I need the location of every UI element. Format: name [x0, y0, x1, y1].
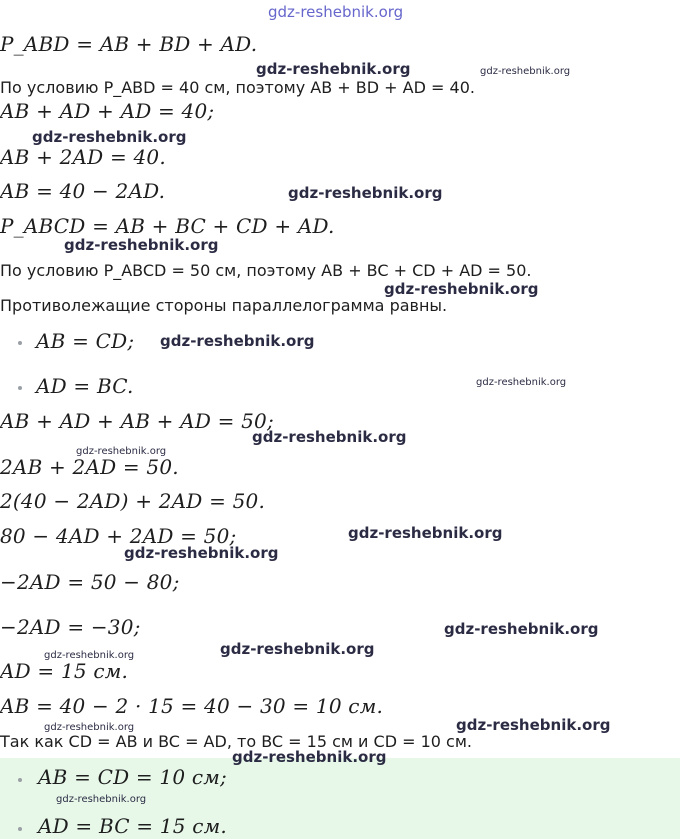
eq-step-9: −2AD = −30; [0, 615, 141, 639]
eq-step-1: AB + AD + AD = 40; [0, 99, 215, 123]
watermark: gdz-reshebnik.org [44, 722, 135, 733]
watermark: gdz-reshebnik.org [348, 524, 503, 542]
watermark: gdz-reshebnik.org [476, 377, 567, 388]
answer-bullet [18, 778, 22, 782]
watermark: gdz-reshebnik.org [76, 446, 167, 457]
eq-perimeter-abcd: P_ABCD = AB + BC + CD + AD. [0, 214, 335, 238]
watermark: gdz-reshebnik.org [56, 794, 147, 805]
eq-step-3: AB = 40 − 2AD. [0, 179, 166, 203]
watermark: gdz-reshebnik.org [220, 640, 375, 658]
list-item-ab-cd: AB = CD; [36, 329, 135, 353]
watermark: gdz-reshebnik.org [480, 66, 571, 77]
eq-perimeter-abd: P_ABD = AB + BD + AD. [0, 32, 258, 56]
eq-result-ad: AD = 15 см. [0, 659, 129, 683]
eq-step-8: −2AD = 50 − 80; [0, 570, 180, 594]
eq-step-7: 80 − 4AD + 2AD = 50; [0, 524, 237, 548]
watermark: gdz-reshebnik.org [256, 60, 411, 78]
eq-step-5: 2AB + 2AD = 50. [0, 455, 179, 479]
eq-result-ab: AB = 40 − 2 · 15 = 40 − 30 = 10 см. [0, 694, 384, 718]
parallelogram-property: Противолежащие стороны параллелограмма равны. [0, 296, 448, 315]
watermark: gdz-reshebnik.org [384, 280, 539, 298]
eq-step-4: AB + AD + AB + AD = 50; [0, 409, 274, 433]
watermark: gdz-reshebnik.org [288, 184, 443, 202]
condition-perimeter-abcd: По условию P_ABCD = 50 см, поэтому AB + BC + CD + AD = 50. [0, 261, 532, 280]
watermark: gdz-reshebnik.org [456, 716, 611, 734]
watermark: gdz-reshebnik.org [44, 650, 135, 661]
watermark: gdz-reshebnik.org [444, 620, 599, 638]
eq-step-2: AB + 2AD = 40. [0, 145, 166, 169]
site-header-link[interactable]: gdz-reshebnik.org [268, 3, 404, 21]
watermark: gdz-reshebnik.org [64, 236, 219, 254]
watermark: gdz-reshebnik.org [160, 332, 315, 350]
watermark: gdz-reshebnik.org [124, 544, 279, 562]
answer-ab-cd: AB = CD = 10 см; [38, 765, 227, 789]
eq-step-6: 2(40 − 2AD) + 2AD = 50. [0, 489, 266, 513]
watermark: gdz-reshebnik.org [232, 748, 387, 766]
list-bullet [18, 386, 22, 390]
condition-perimeter-abd: По условию P_ABD = 40 см, поэтому AB + BD + AD = 40. [0, 78, 475, 97]
list-bullet [18, 341, 22, 345]
answer-bullet [18, 827, 22, 831]
answer-ad-bc: AD = BC = 15 см. [38, 814, 227, 838]
watermark: gdz-reshebnik.org [32, 128, 187, 146]
list-item-ad-bc: AD = BC. [36, 374, 134, 398]
conclusion-line: Так как CD = AB и BC = AD, то BC = 15 см и CD = 10 см. [0, 732, 472, 751]
watermark: gdz-reshebnik.org [252, 428, 407, 446]
